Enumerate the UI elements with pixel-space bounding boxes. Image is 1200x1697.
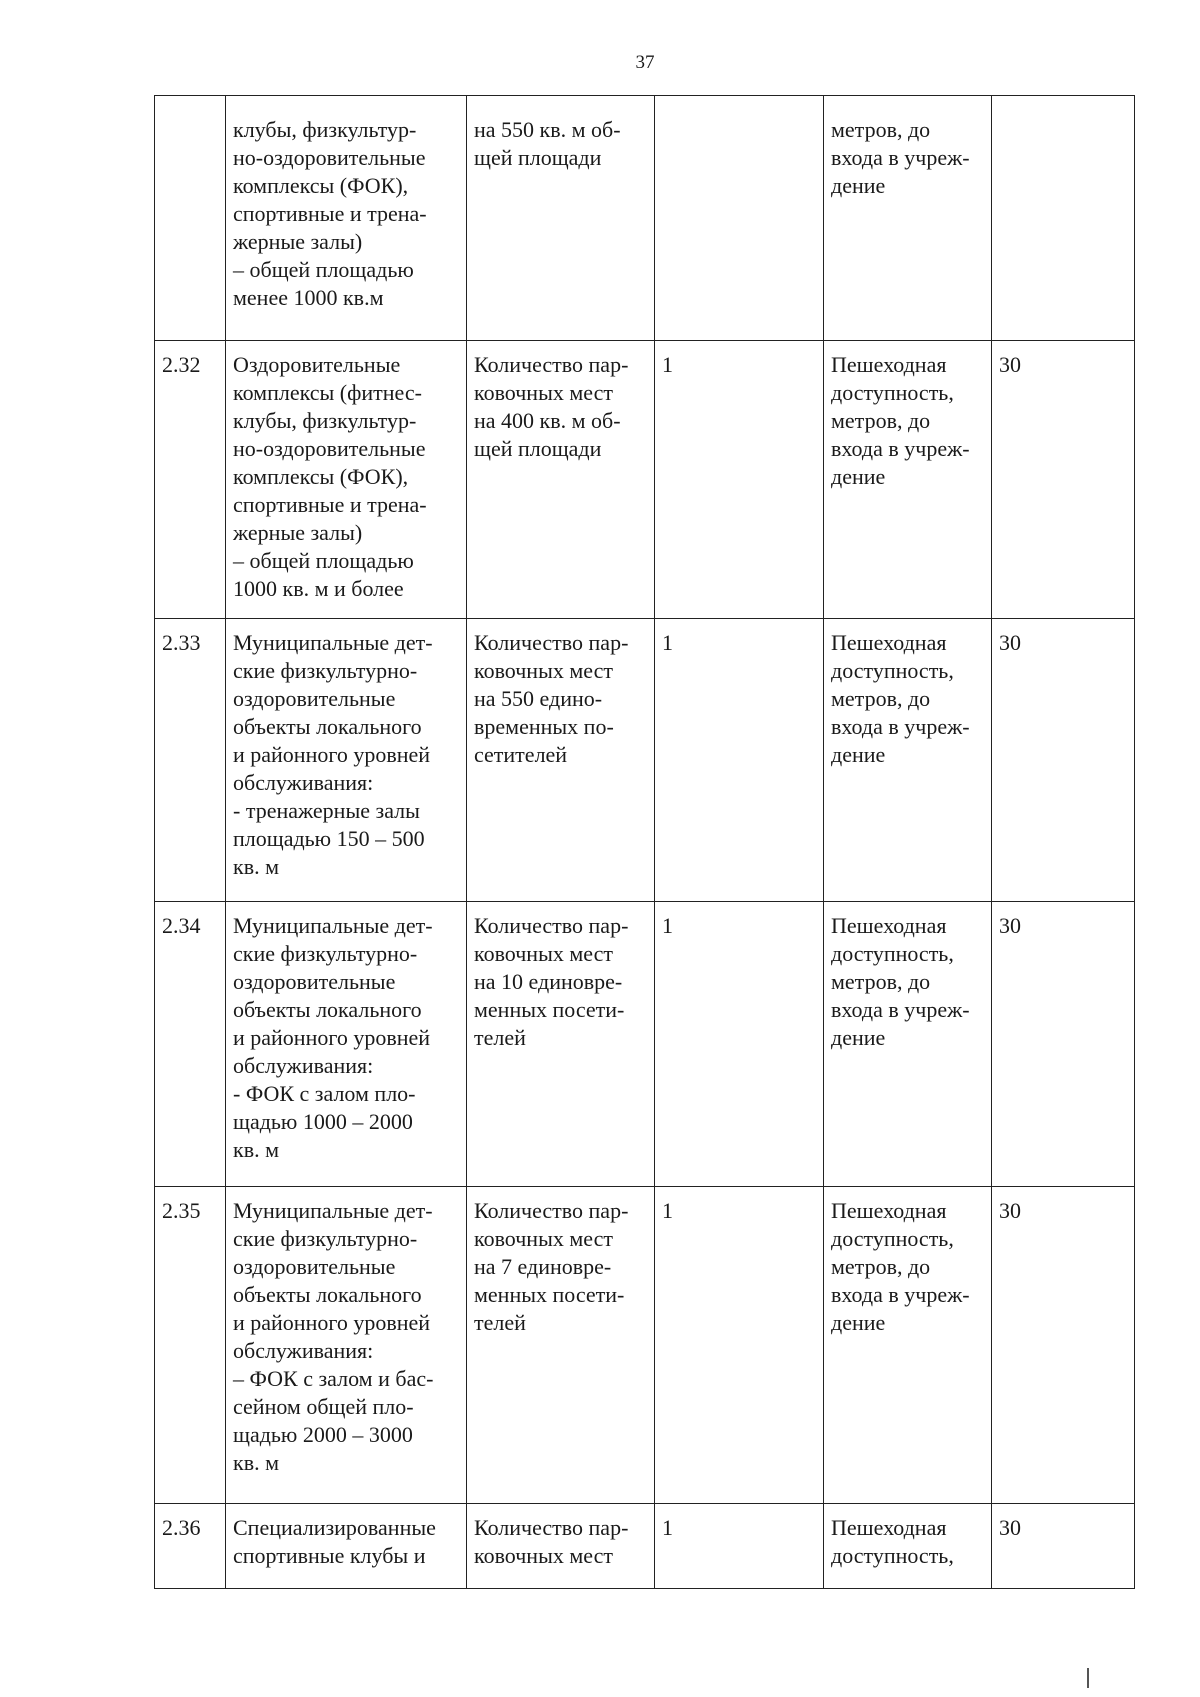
table-row — [155, 96, 1135, 341]
cell-facility-name: Муниципальные дет- ские физкультурно- оздоровительные объекты локального и районного уровней обслуживания: - тренажерные залы площадью 150 – 500 кв. м — [226, 619, 467, 902]
cell-min-value: 1 — [655, 1504, 824, 1589]
cell-min-value: 1 — [655, 341, 824, 619]
cell-calculation-unit: на 550 кв. м об- щей площади — [467, 96, 655, 341]
cell-number: 2.35 — [155, 1187, 226, 1504]
cell-calculation-unit: Количество пар- ковочных мест на 400 кв. м об- щей площади — [467, 341, 655, 619]
cell-facility-name: Оздоровительные комплексы (фитнес- клубы, физкультур- но-оздоровительные комплексы (ФОК), спортивные и трена- жерные залы) – общей площадью 1000 кв. м и более — [226, 341, 467, 619]
cell-calculation-unit: Количество пар- ковочных мест на 7 единовре- менных посети- телей — [467, 1187, 655, 1504]
cell-accessibility: Пешеходная доступность, — [824, 1504, 992, 1589]
cell-max-value — [992, 96, 1135, 341]
cell-calculation-unit: Количество пар- ковочных мест — [467, 1504, 655, 1589]
table-row — [155, 902, 1135, 1187]
cell-accessibility: метров, до входа в учреж- дение — [824, 96, 992, 341]
cell-accessibility: Пешеходная доступность, метров, до входа в учреж- дение — [824, 902, 992, 1187]
cell-max-value: 30 — [992, 1504, 1135, 1589]
cell-facility-name: Муниципальные дет- ские физкультурно- оздоровительные объекты локального и районного уровней обслуживания: - ФОК с залом пло- щадью 1000 – 2000 кв. м — [226, 902, 467, 1187]
page-number: 37 — [635, 52, 655, 73]
cell-min-value: 1 — [655, 619, 824, 902]
cell-facility-name: клубы, физкультур- но-оздоровительные комплексы (ФОК), спортивные и трена- жерные залы) – общей площадью менее 1000 кв.м — [226, 96, 467, 341]
cell-accessibility: Пешеходная доступность, метров, до входа в учреж- дение — [824, 341, 992, 619]
table-row — [155, 1504, 1135, 1589]
cell-accessibility: Пешеходная доступность, метров, до входа в учреж- дение — [824, 1187, 992, 1504]
cell-min-value: 1 — [655, 902, 824, 1187]
parking-norms-table — [154, 95, 1135, 1589]
cell-max-value: 30 — [992, 341, 1135, 619]
cell-max-value: 30 — [992, 619, 1135, 902]
cell-number — [155, 96, 226, 341]
table-row — [155, 619, 1135, 902]
cell-number: 2.33 — [155, 619, 226, 902]
table-row — [155, 1187, 1135, 1504]
table-row — [155, 341, 1135, 619]
cell-accessibility: Пешеходная доступность, метров, до входа в учреж- дение — [824, 619, 992, 902]
cell-max-value: 30 — [992, 1187, 1135, 1504]
cell-number: 2.36 — [155, 1504, 226, 1589]
cell-calculation-unit: Количество пар- ковочных мест на 10 единовре- менных посети- телей — [467, 902, 655, 1187]
cell-facility-name: Специализированные спортивные клубы и — [226, 1504, 467, 1589]
cell-facility-name: Муниципальные дет- ские физкультурно- оздоровительные объекты локального и районного уровней обслуживания: – ФОК с залом и бас- сейном общей пло- щадью 2000 – 3000 кв. м — [226, 1187, 467, 1504]
cell-calculation-unit: Количество пар- ковочных мест на 550 едино- временных по- сетителей — [467, 619, 655, 902]
scan-artifact-mark — [1087, 1668, 1089, 1688]
cell-number: 2.34 — [155, 902, 226, 1187]
cell-min-value: 1 — [655, 1187, 824, 1504]
cell-max-value: 30 — [992, 902, 1135, 1187]
cell-number: 2.32 — [155, 341, 226, 619]
cell-min-value — [655, 96, 824, 341]
